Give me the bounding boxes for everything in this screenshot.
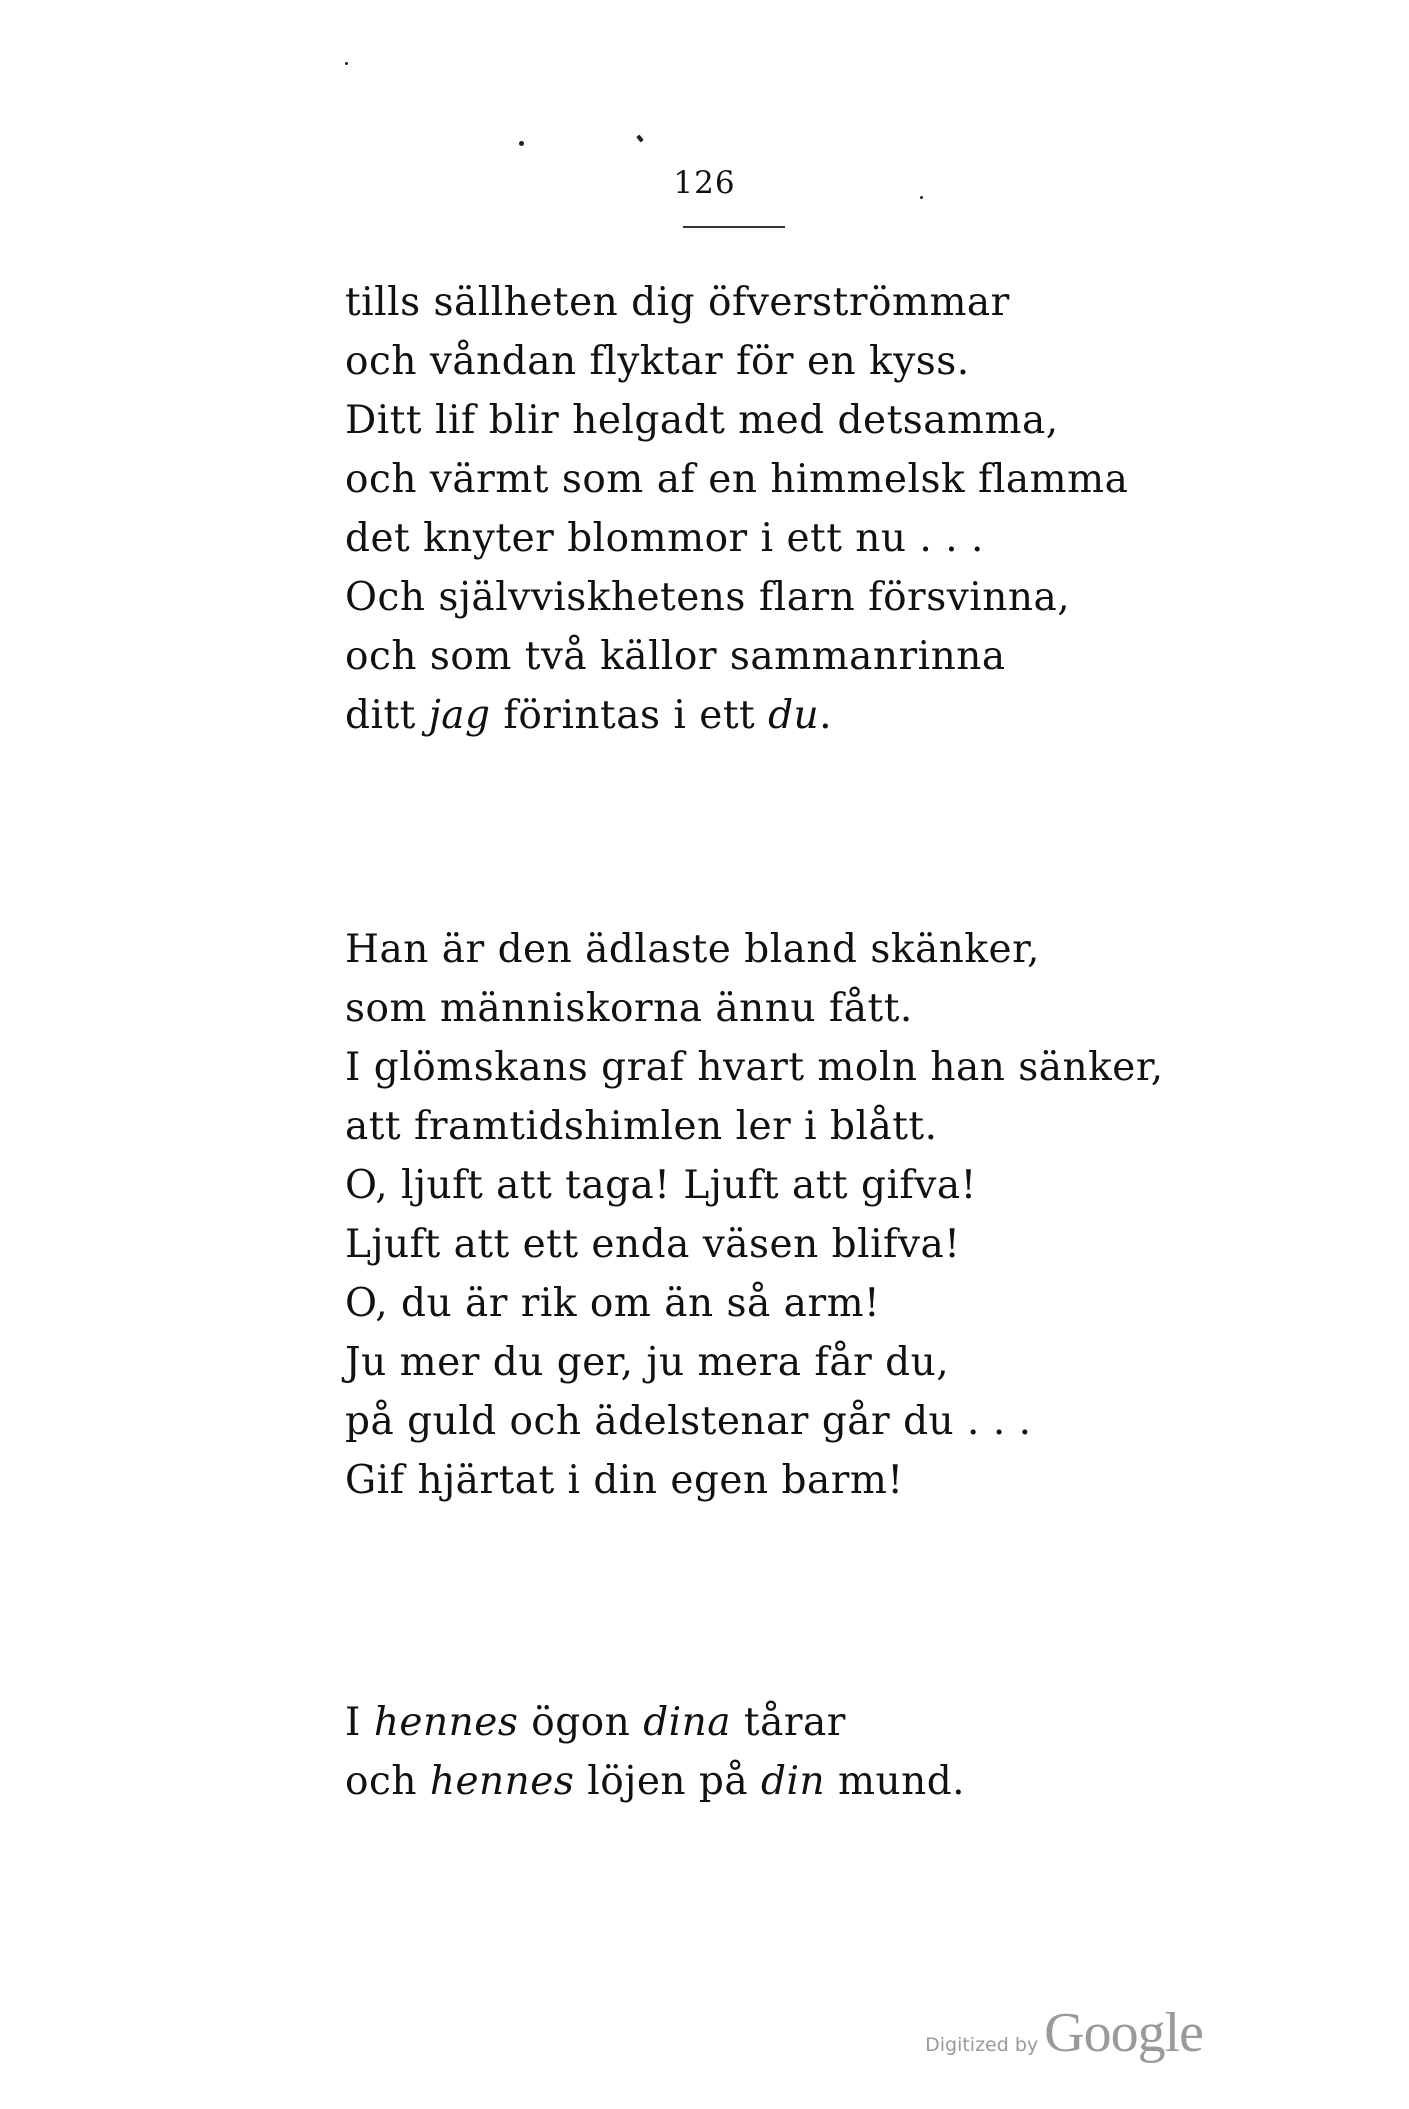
line-text: Han är den ädlaste bland skänker, <box>345 927 1040 972</box>
line-text: löjen på <box>574 1759 762 1804</box>
stanza <box>345 1693 965 1811</box>
poem-line <box>345 920 1164 979</box>
scan-speck <box>636 135 644 143</box>
watermark-prefix: Digitized by <box>925 2034 1039 2056</box>
poem-line <box>345 1693 965 1752</box>
poem-line <box>345 1333 1164 1392</box>
poem-line <box>345 1392 1164 1451</box>
italic-word: du <box>768 693 820 738</box>
poem-line <box>345 1038 1164 1097</box>
line-text: tills sällheten dig öfverströmmar <box>345 280 1010 325</box>
line-text: tårar <box>731 1700 846 1745</box>
header-rule <box>683 226 785 228</box>
line-text: Ljuft att ett enda väsen blifva! <box>345 1222 961 1267</box>
poem-line <box>345 1097 1164 1156</box>
italic-word: hennes <box>429 1759 575 1804</box>
line-text: I glömskans graf hvart moln han sänker, <box>345 1045 1164 1090</box>
line-text: Och självviskhetens flarn försvinna, <box>345 575 1071 620</box>
line-text: och värmt som af en himmelsk flamma <box>345 457 1129 502</box>
poem-line <box>345 627 1128 686</box>
line-text: O, ljuft att taga! Ljuft att gifva! <box>345 1163 977 1208</box>
line-text: och <box>345 1759 430 1804</box>
line-text: det knyter blommor i ett nu . . . <box>345 516 984 561</box>
scan-speck <box>345 62 348 65</box>
poem-line <box>345 509 1128 568</box>
poem-line <box>345 450 1128 509</box>
line-text: att framtidshimlen ler i blått. <box>345 1104 938 1149</box>
scan-speck <box>519 141 524 146</box>
line-text: mund. <box>825 1759 966 1804</box>
page-number: 126 <box>673 165 736 201</box>
line-text: I <box>345 1700 374 1745</box>
poem-line <box>345 1156 1164 1215</box>
italic-word: jag <box>428 693 491 738</box>
poem-line <box>345 1752 965 1811</box>
poem-line <box>345 391 1128 450</box>
poem-line <box>345 1215 1164 1274</box>
digitized-watermark <box>925 2001 1203 2065</box>
line-text: förintas i ett <box>490 693 769 738</box>
poem-line <box>345 686 1128 745</box>
line-text: O, du är rik om än så arm! <box>345 1281 881 1326</box>
line-text: och våndan flyktar för en kyss. <box>345 339 970 384</box>
poem-line <box>345 1451 1164 1510</box>
poem-line <box>345 979 1164 1038</box>
poem-line <box>345 273 1128 332</box>
line-text: ditt <box>345 693 429 738</box>
poem-line <box>345 568 1128 627</box>
line-text: Gif hjärtat i din egen barm! <box>345 1458 904 1503</box>
line-text: . <box>819 693 833 738</box>
poem-line <box>345 1274 1164 1333</box>
line-text: på guld och ädelstenar går du . . . <box>345 1399 1032 1444</box>
italic-word: dina <box>643 1700 731 1745</box>
poem-line <box>345 332 1128 391</box>
italic-word: din <box>761 1759 826 1804</box>
italic-word: hennes <box>373 1700 519 1745</box>
stanza <box>345 273 1128 745</box>
line-text: Ditt lif blir helgadt med detsamma, <box>345 398 1059 443</box>
stanza <box>345 920 1164 1510</box>
line-text: Ju mer du ger, ju mera får du, <box>345 1340 950 1385</box>
line-text: och som två källor sammanrinna <box>345 634 1006 679</box>
line-text: som människorna ännu fått. <box>345 986 913 1031</box>
line-text: ögon <box>518 1700 644 1745</box>
google-logo: Google <box>1044 2002 1203 2064</box>
